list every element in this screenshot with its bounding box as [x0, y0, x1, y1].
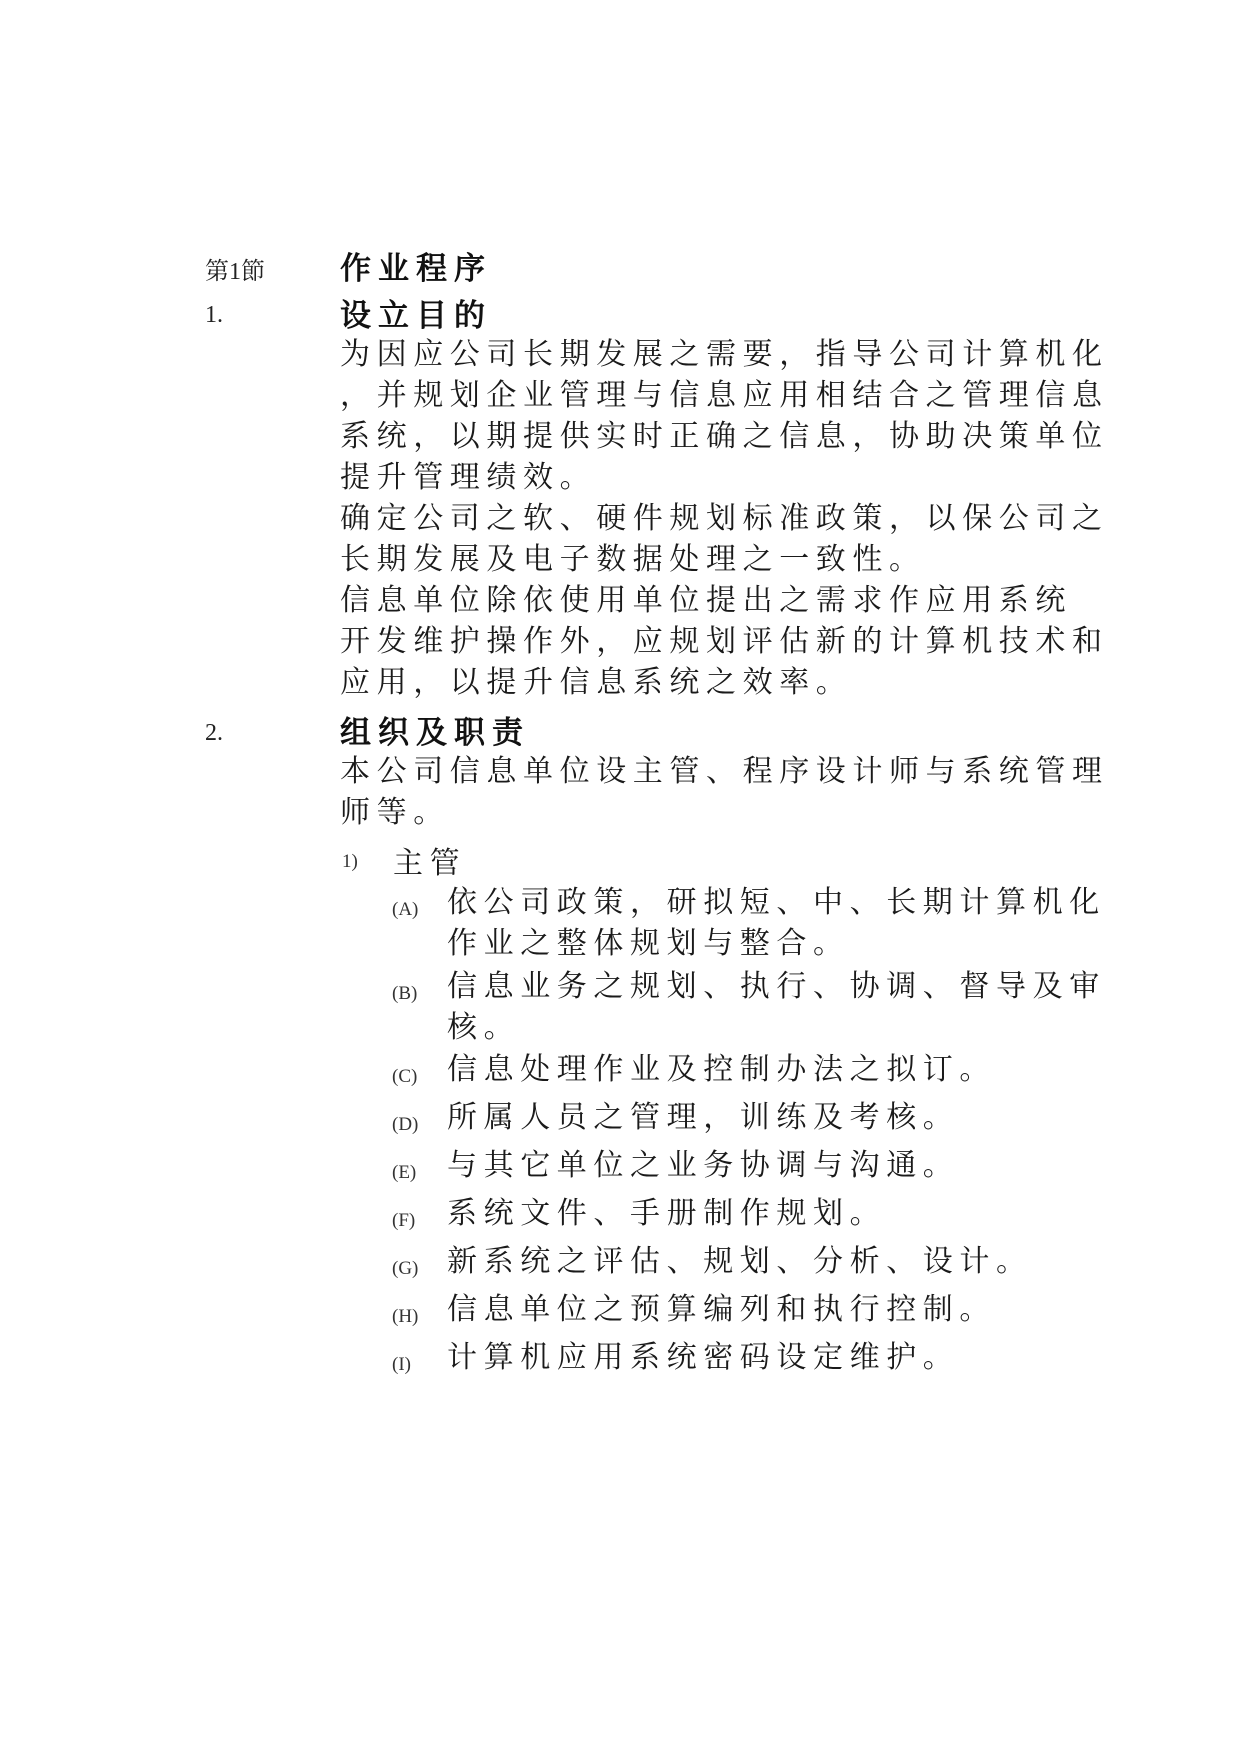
text-line: 本公司信息单位设主管、程序设计师与系统管理	[340, 754, 1109, 789]
text-line: 信息业务之规划、执行、协调、督导及审	[447, 969, 1106, 1004]
text-line: 系统文件、手册制作规划。	[447, 1196, 887, 1231]
list-item	[447, 1145, 1117, 1186]
item-marker: (C)	[392, 1066, 418, 1087]
text-line: 核。	[447, 1010, 521, 1045]
section-2-number: 2.	[205, 720, 223, 746]
section-label: 第1節	[205, 259, 265, 285]
section-1-paragraph-1	[340, 334, 1120, 498]
text-line: 与其它单位之业务协调与沟通。	[447, 1148, 960, 1183]
text-line: 新系统之评估、规划、分析、设计。	[447, 1244, 1033, 1279]
item-marker: (D)	[392, 1114, 419, 1135]
text-line: 开发维护操作外，应规划评估新的计算机技术和	[340, 624, 1109, 659]
text-line: 长期发展及电子数据处理之一致性。	[340, 542, 926, 577]
subsection-marker: 1)	[342, 851, 358, 872]
list-item	[447, 1049, 1117, 1090]
section-1-paragraph-2	[340, 498, 1120, 580]
text-line: 提升管理绩效。	[340, 460, 597, 495]
list-item	[447, 1337, 1117, 1378]
text-line: 师等。	[340, 795, 450, 830]
text-line: 为因应公司长期发展之需要，指导公司计算机化	[340, 337, 1109, 372]
text-line: 系统，以期提供实时正确之信息，协助决策单位	[340, 419, 1109, 454]
text-line: 信息单位除依使用单位提出之需求作应用系统	[340, 583, 1072, 618]
item-marker: (A)	[392, 899, 419, 920]
text-line: ，并规划企业管理与信息应用相结合之管理信息	[340, 378, 1109, 413]
list-item	[447, 1193, 1117, 1234]
text-line: 应用，以提升信息系统之效率。	[340, 665, 853, 700]
text-line: 所属人员之管理，训练及考核。	[447, 1100, 960, 1135]
section-1-title: 设立目的	[340, 298, 492, 334]
list-item	[447, 1097, 1117, 1138]
item-marker: (E)	[392, 1162, 417, 1183]
subsection-title: 主管	[393, 846, 467, 881]
text-line: 信息处理作业及控制办法之拟订。	[447, 1052, 996, 1087]
item-marker: (I)	[392, 1354, 411, 1375]
item-marker: (G)	[392, 1258, 419, 1279]
section-1-paragraph-3	[340, 580, 1120, 703]
text-line: 作业之整体规划与整合。	[447, 926, 850, 961]
section-title: 作业程序	[340, 251, 492, 287]
text-line: 信息单位之预算编列和执行控制。	[447, 1292, 996, 1327]
text-line: 计算机应用系统密码设定维护。	[447, 1340, 960, 1375]
section-1-number: 1.	[205, 302, 223, 328]
list-item	[447, 882, 1117, 964]
item-marker: (H)	[392, 1306, 419, 1327]
list-item	[447, 966, 1117, 1048]
list-item	[447, 1241, 1117, 1282]
list-item	[447, 1289, 1117, 1330]
section-2-title: 组织及职责	[340, 715, 530, 751]
text-line: 确定公司之软、硬件规划标准政策，以保公司之	[340, 501, 1109, 536]
text-line: 依公司政策，研拟短、中、长期计算机化	[447, 885, 1106, 920]
section-2-intro	[340, 751, 1120, 833]
item-marker: (F)	[392, 1210, 416, 1231]
item-marker: (B)	[392, 983, 418, 1004]
